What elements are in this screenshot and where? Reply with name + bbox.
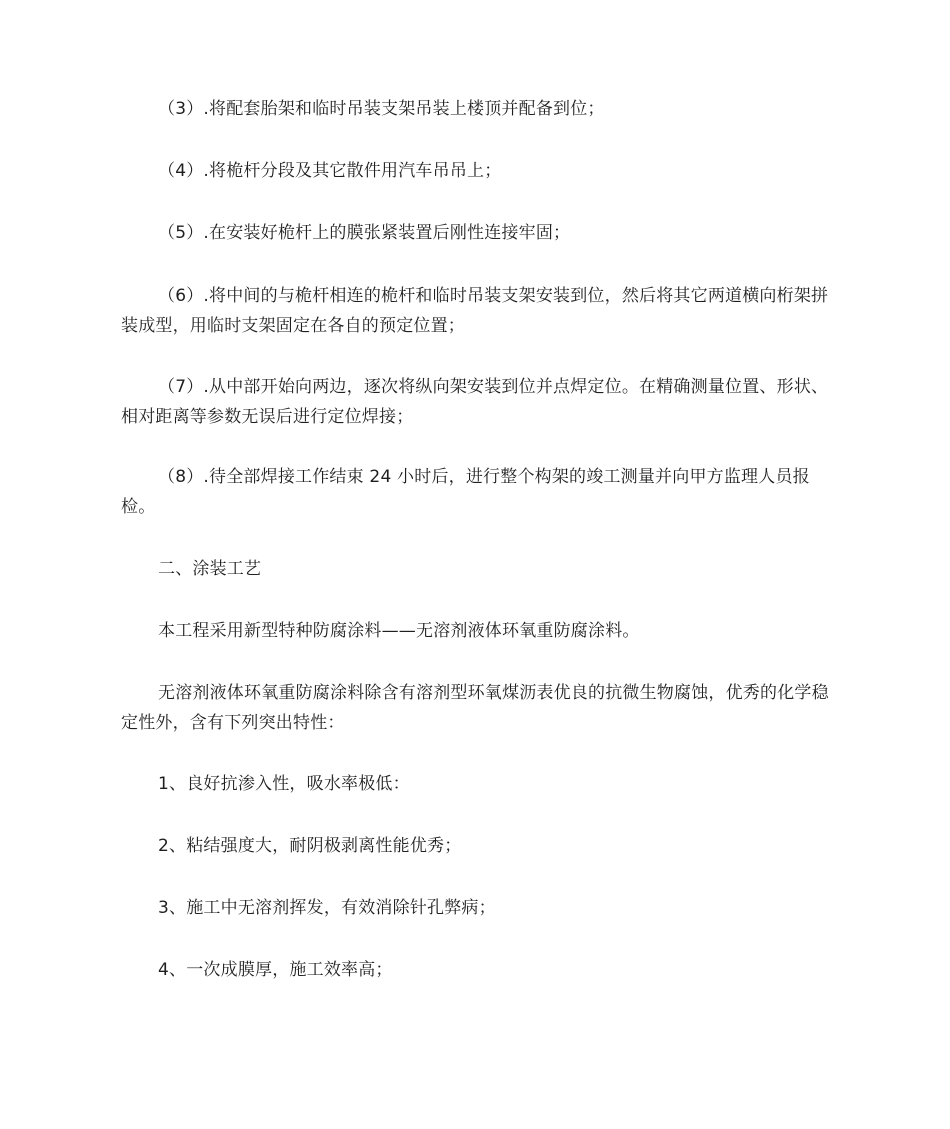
coating-description-paragraph: 无溶剂液体环氧重防腐涂料除含有溶剂型环氧煤沥表优良的抗微生物腐蚀，优秀的化学稳定性外，含有下列突出特性： <box>121 683 829 733</box>
step-6-paragraph: （6）.将中间的与桅杆相连的桅杆和临时吊装支架安装到位，然后将其它两道横向桁架拼装成型，用临时支架固定在各自的预定位置； <box>121 286 829 336</box>
step-4-paragraph: （4）.将桅杆分段及其它散件用汽车吊吊上； <box>158 161 502 181</box>
step-5-paragraph: （5）.在安装好桅杆上的膜张紧装置后刚性连接牢固； <box>158 223 571 243</box>
step-3-paragraph: （3）.将配套胎架和临时吊装支架吊装上楼顶并配备到位； <box>158 99 605 119</box>
feature-item-1: 1、良好抗渗入性，吸水率极低： <box>158 774 410 794</box>
step-8-paragraph: （8）.待全部焊接工作结束 24 小时后，进行整个构架的竣工测量并向甲方监理人员报检。 <box>121 467 810 517</box>
coating-intro-paragraph: 本工程采用新型特种防腐涂料——无溶剂液体环氧重防腐涂料。 <box>158 621 640 641</box>
feature-item-2: 2、粘结强度大，耐阴极剥离性能优秀； <box>158 836 462 856</box>
step-7-paragraph: （7）.从中部开始向两边，逐次将纵向架安装到位并点焊定位。在精确测量位置、形状、相对距离等参数无误后进行定位焊接； <box>121 377 829 427</box>
feature-item-3: 3、施工中无溶剂挥发，有效消除针孔弊病； <box>158 898 496 918</box>
feature-item-4: 4、一次成膜厚，施工效率高； <box>158 960 393 980</box>
section-heading: 二、涂装工艺 <box>158 559 262 579</box>
